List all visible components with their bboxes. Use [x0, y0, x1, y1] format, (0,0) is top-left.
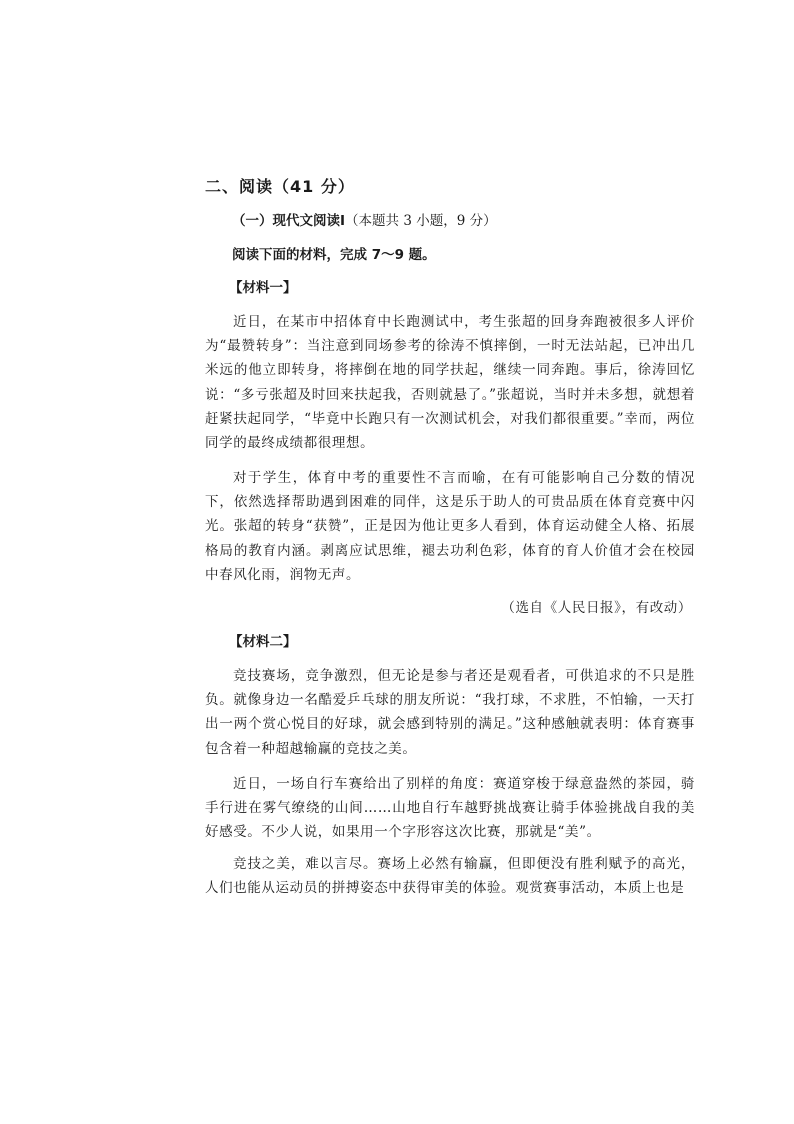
material-one-paragraph: 近日，在某市中招体育中长跑测试中，考生张超的回身奔跑被很多人评价为“最赞转身”：当注意到同场参考的徐涛不慎摔倒，一时无法站起，已冲出几米远的他立即转身，将摔倒在地的同学扶起，继续一同奔跑。事后，徐涛回忆说：“多亏张超及时回来扶起我，否则就悬了。”张超说，当时并未多想，就想着赶紧扶起同学，“毕竟中长跑只有一次测试机会，对我们都很重要。”幸而，两位同学的最终成绩都很理想。 — [205, 314, 695, 452]
subsection-heading — [232, 209, 497, 229]
material-one-label: 【材料一】 — [229, 280, 297, 296]
subsection-note: （本题共 3 小题，9 分） — [345, 213, 497, 229]
material-two-paragraph: 近日，一场自行车赛给出了别样的角度：赛道穿梭于绿意盎然的茶园，骑手行进在雾气缭绕的山间……山地自行车越野挑战赛让骑手体验挑战自我的美好感受。不少人说，如果用一个字形容这次比赛，那就是“美”。 — [205, 776, 695, 841]
source-citation: （选自《人民日报》，有改动） — [501, 600, 692, 616]
section-title: 二、阅读（41 分） — [205, 177, 355, 196]
material-two-paragraph: 竞技赛场，竞争激烈，但无论是参与者还是观看者，可供追求的不只是胜负。就像身边一名酷爱乒乓球的朋友所说：“我打球，不求胜，不怕输，一天打出一两个赏心悦目的好球，就会感到特别的满足。”这种感触就表明：体育赛事包含着一种超越输赢的竞技之美。 — [205, 668, 695, 757]
material-two-paragraph: 竞技之美，难以言尽。赛场上必然有输赢，但即便没有胜利赋予的高光，人们也能从运动员的拼搏姿态中获得审美的体验。观赏赛事活动，本质上也是 — [205, 856, 695, 897]
subsection-title: （一）现代文阅读Ⅰ — [232, 213, 346, 229]
reading-instruction: 阅读下面的材料，完成 7～9 题。 — [232, 247, 436, 263]
material-one-paragraph: 对于学生，体育中考的重要性不言而喻，在有可能影响自己分数的情况下，依然选择帮助遇到困难的同伴，这是乐于助人的可贵品质在体育竞赛中闪光。张超的转身“获赞”，正是因为他让更多人看到，体育运动健全人格、拓展格局的教育内涵。剥离应试思维，褪去功利色彩，体育的育人价值才会在校园中春风化雨，润物无声。 — [205, 470, 695, 583]
material-two-label: 【材料二】 — [229, 634, 297, 650]
